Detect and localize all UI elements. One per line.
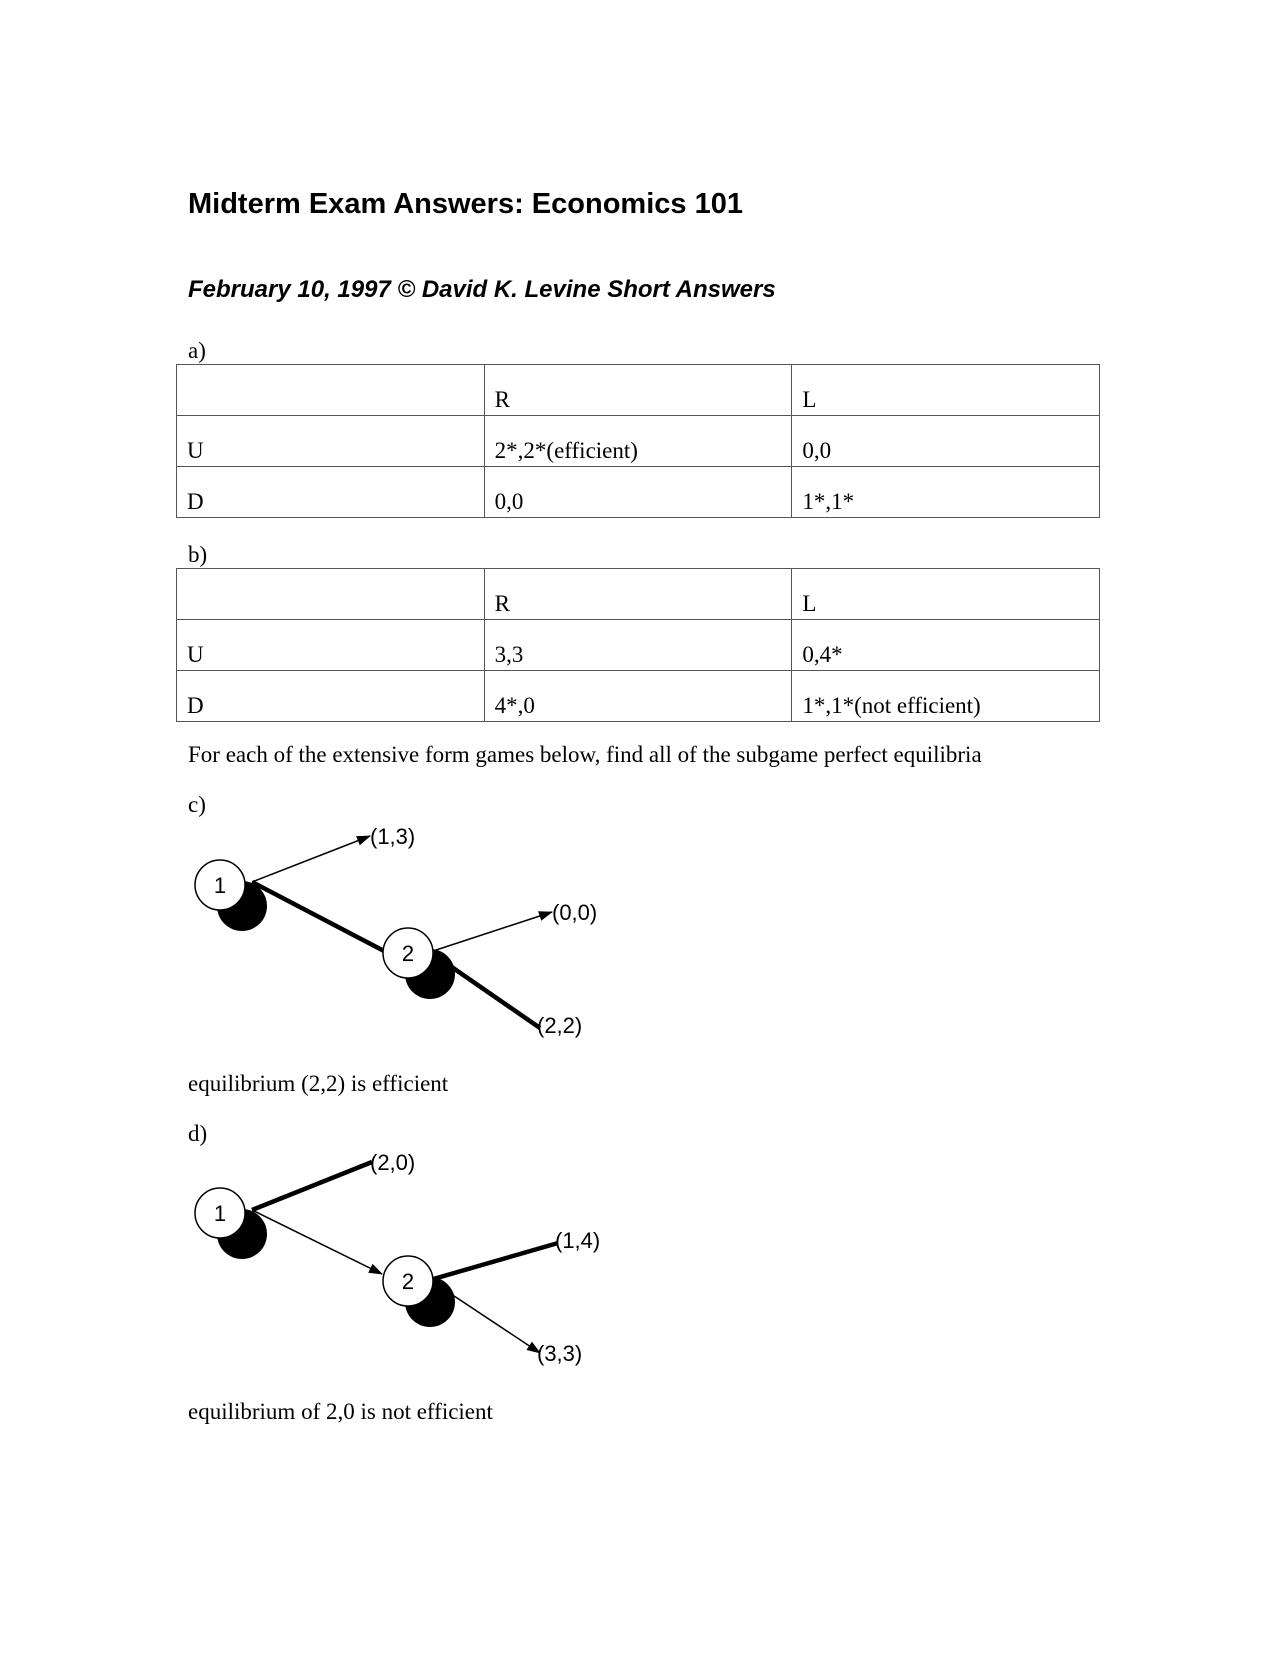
table-cell: 0,0 [484,467,792,518]
table-cell: 3,3 [484,620,792,671]
table-cell: U [177,620,485,671]
table-cell: 4*,0 [484,671,792,722]
equilibrium-branch-1 [252,1162,372,1210]
table-header-row [177,365,1100,416]
payoff-table-b [176,568,1100,722]
branch-to-payoff-mid [430,912,552,952]
node-1-label: 1 [213,873,227,898]
table-cell: 1*,1*(not efficient) [792,671,1100,722]
node-1-label: 1 [213,1201,227,1226]
payoff-top: (2,0) [370,1150,416,1175]
document-subtitle: February 10, 1997 © David K. Levine Short Answers [188,276,776,303]
node-2-label: 2 [401,1269,415,1294]
table-cell: 0,4* [792,620,1100,671]
table-cell: L [792,365,1100,416]
payoff-table-a [176,364,1100,518]
table-row [177,620,1100,671]
document-title: Midterm Exam Answers: Economics 101 [188,188,743,220]
section-c-conclusion: equilibrium (2,2) is efficient [188,1071,449,1096]
table-row [177,467,1100,518]
payoff-bottom: (3,3) [537,1341,583,1366]
table-cell: U [177,416,485,467]
section-d-label: d) [188,1121,208,1146]
table-cell [177,569,485,620]
branch-to-node-2 [252,1210,382,1274]
section-a-label: a) [188,338,206,363]
table-row [177,416,1100,467]
section-b-label: b) [188,542,208,567]
equilibrium-branch-2 [430,1243,558,1280]
payoff-mid: (1,4) [555,1228,601,1253]
table-cell: D [177,467,485,518]
payoff-top: (1,3) [370,824,416,849]
table-cell: L [792,569,1100,620]
table-cell: R [484,569,792,620]
table-cell: D [177,671,485,722]
instructions-paragraph: For each of the extensive form games below, find all of the subgame perfect equilibria [188,742,982,767]
game-tree-d [0,1148,700,1388]
table-cell: 2*,2*(efficient) [484,416,792,467]
node-2-label: 2 [401,941,415,966]
payoff-bottom: (2,2) [537,1013,583,1038]
table-cell: R [484,365,792,416]
table-cell: 1*,1* [792,467,1100,518]
game-tree-c [0,820,700,1060]
branch-to-payoff-top [252,836,370,882]
section-d-conclusion: equilibrium of 2,0 is not efficient [188,1399,493,1424]
table-cell: 0,0 [792,416,1100,467]
table-row [177,671,1100,722]
table-header-row [177,569,1100,620]
payoff-mid: (0,0) [552,900,598,925]
table-cell [177,365,485,416]
section-c-label: c) [188,792,206,817]
